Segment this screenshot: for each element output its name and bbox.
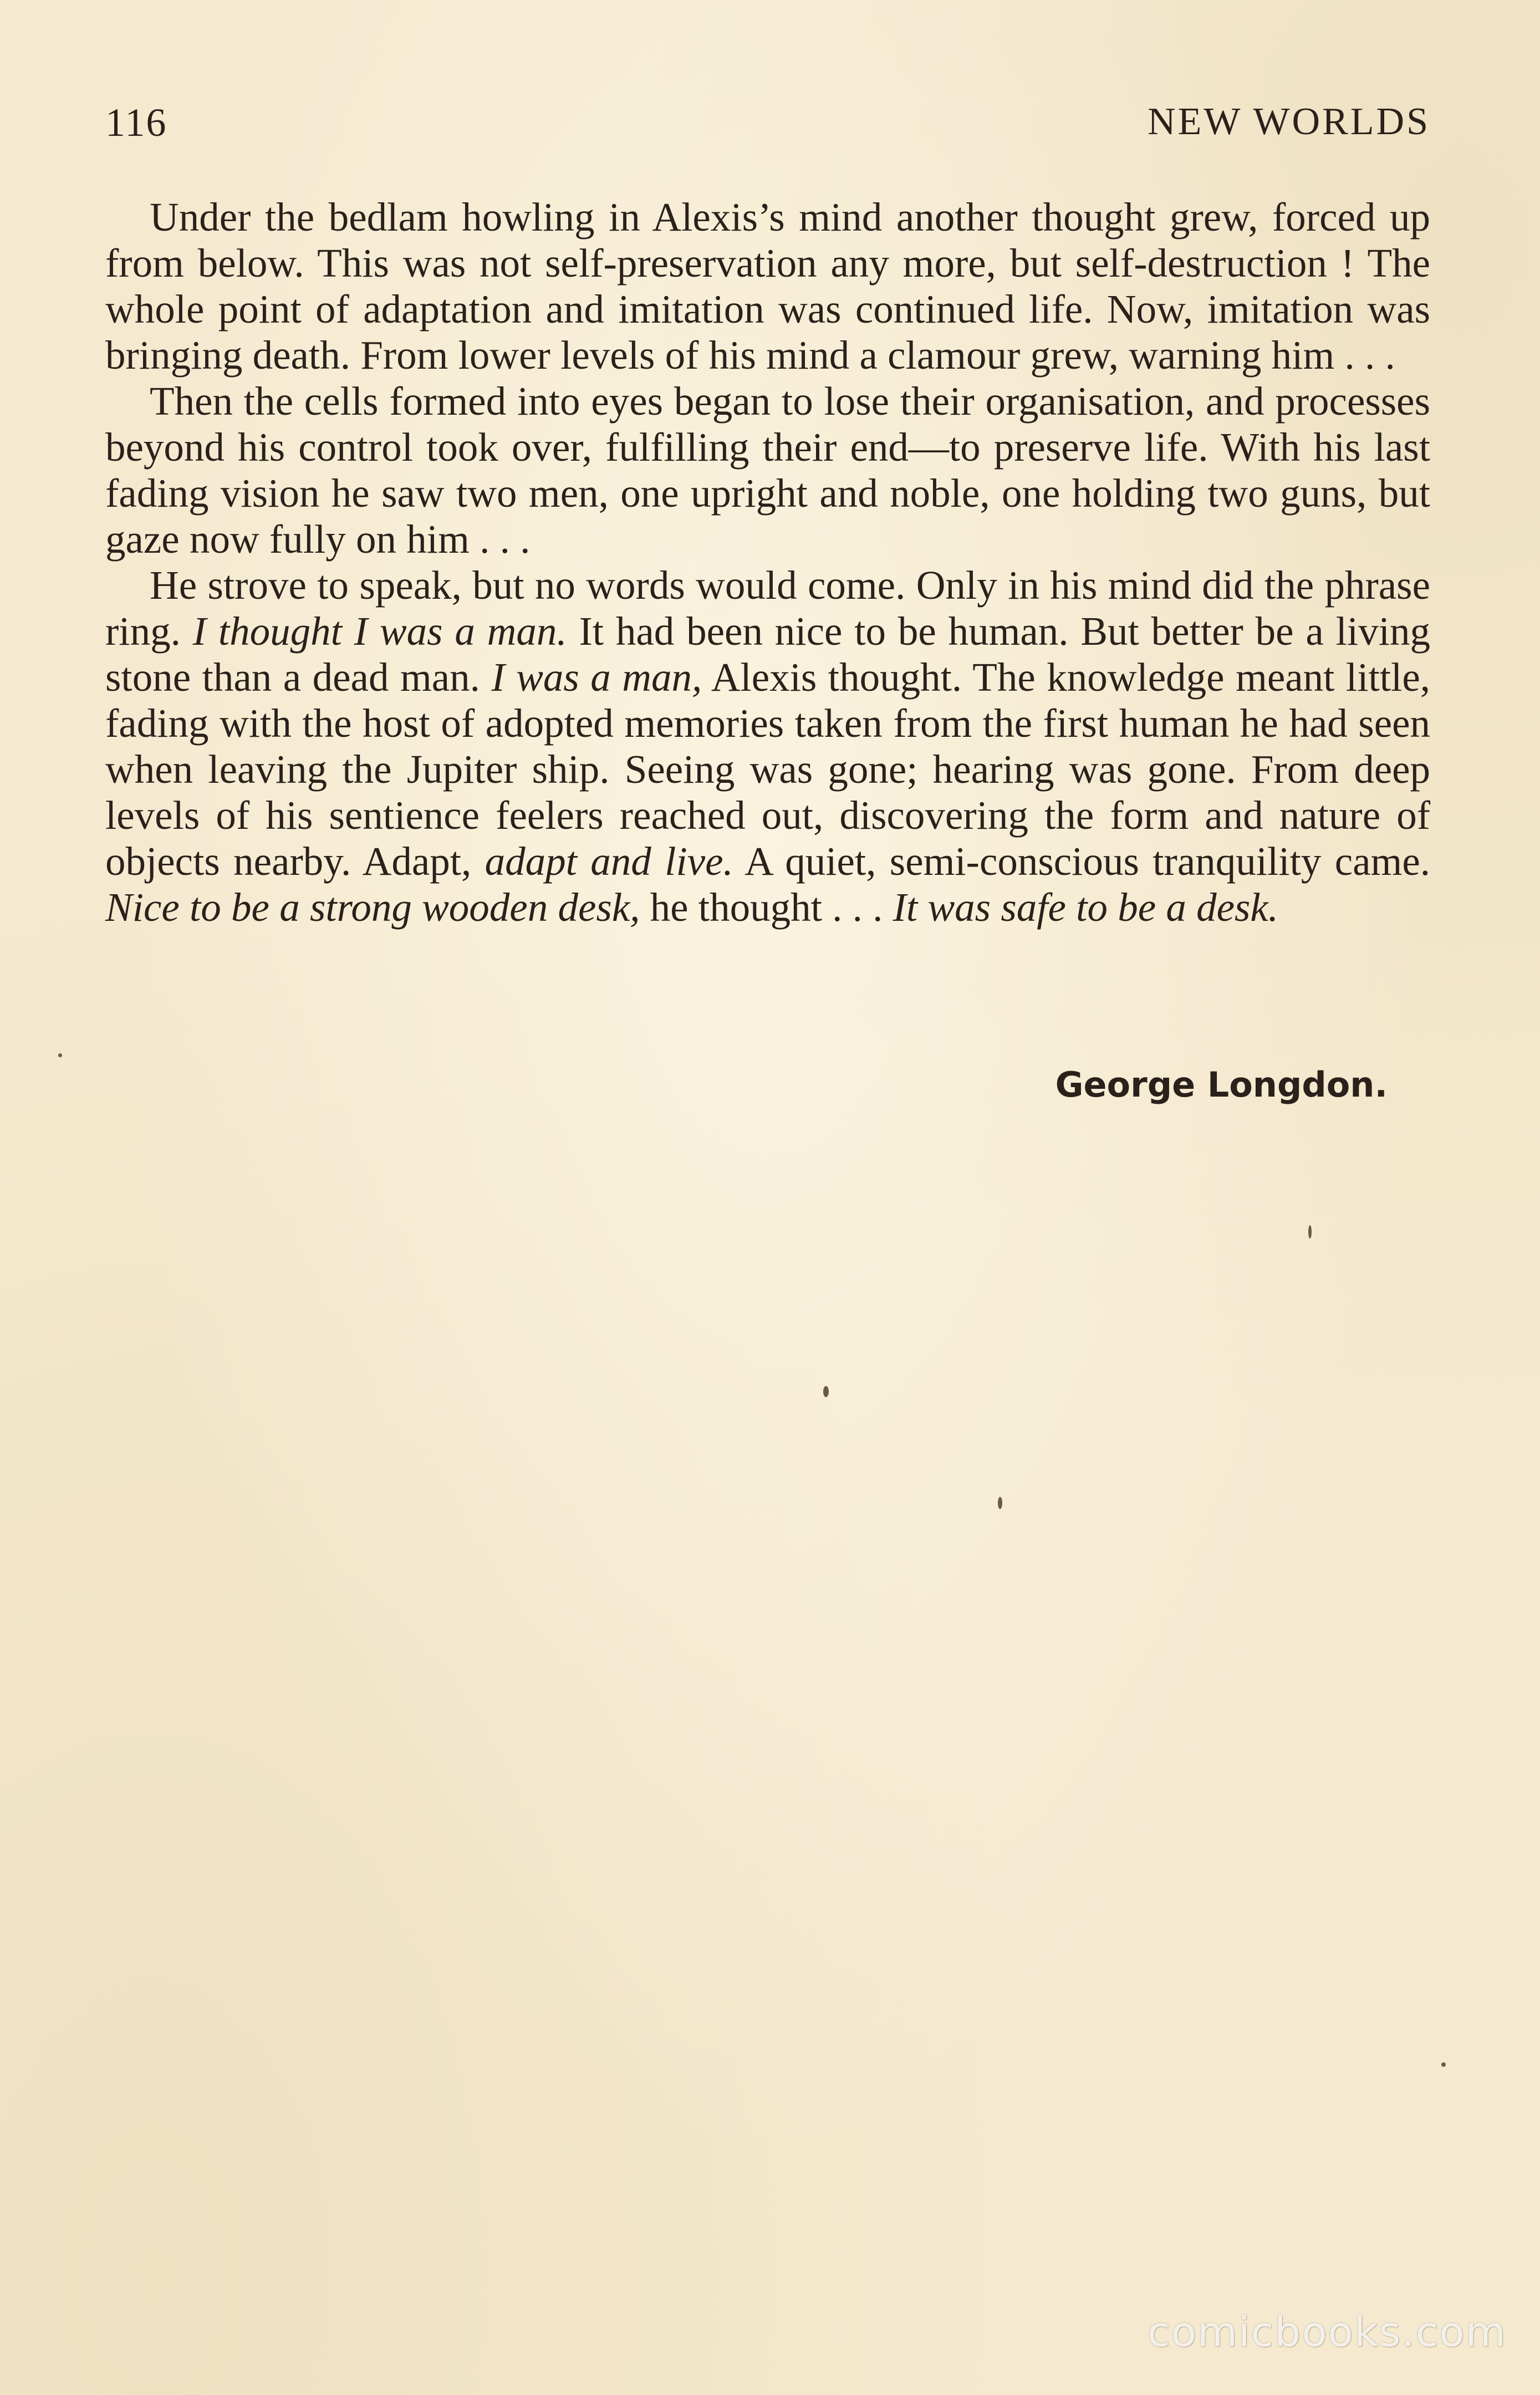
page-number: 116 — [105, 100, 167, 145]
text-run: he thought . . . — [640, 885, 893, 930]
running-title: NEW WORLDS — [1148, 100, 1430, 143]
italic-phrase: adapt and live. — [485, 839, 733, 884]
paper-speck — [58, 1053, 62, 1057]
site-watermark: comicbooks.com — [1148, 2309, 1507, 2356]
author-signature: George Longdon. — [1055, 1064, 1388, 1105]
text-run: A quiet, semi-conscious tranquility came. — [733, 839, 1430, 884]
italic-phrase: I thought I was a man. — [192, 609, 567, 654]
paragraph-3 — [105, 562, 1430, 930]
paragraph-2 — [105, 378, 1430, 562]
text-run: He strove to speak, but no words would come. Only in his mind did the phrase ring. — [105, 563, 1430, 654]
paragraph-1 — [105, 194, 1430, 378]
paper-speck — [998, 1497, 1002, 1509]
story-text — [105, 194, 1430, 930]
text-run: Under the bedlam howling in Alexis’s mind another thought grew, forced up from below. This was not self-preservation any more, but self-destruction ! The whole point of adaptation and imitation was continued life. Now, imitation was bringing death. From lower levels of his mind a clamour grew, warning him . . . — [105, 195, 1430, 378]
text-run: Then the cells formed into eyes began to lose their organisation, and processes beyond his control took over, fulfilling their end—to preserve life. With his last fading vision he saw two men, one upright and noble, one holding two guns, but gaze now fully on him . . . — [105, 379, 1430, 562]
text-run: Alexis thought. The knowledge meant little, fading with the host of adopted memories taken from the first human he had seen when leaving the Jupiter ship. Seeing was gone; hearing was gone. From deep levels of his sentience feelers reached out, discovering the form and nature of objects nearby. Adapt, — [105, 655, 1430, 884]
italic-phrase: It was safe to be a desk. — [893, 885, 1279, 930]
paper-speck — [1441, 2062, 1446, 2067]
page-header — [105, 100, 1430, 150]
paper-speck — [1308, 1225, 1312, 1239]
paper-speck — [823, 1386, 829, 1397]
text-run: It had been nice to be human. But better be a living stone than a dead man. — [105, 609, 1431, 700]
italic-phrase: Nice to be a strong wooden desk, — [105, 885, 640, 930]
italic-phrase: I was a man, — [491, 655, 702, 700]
